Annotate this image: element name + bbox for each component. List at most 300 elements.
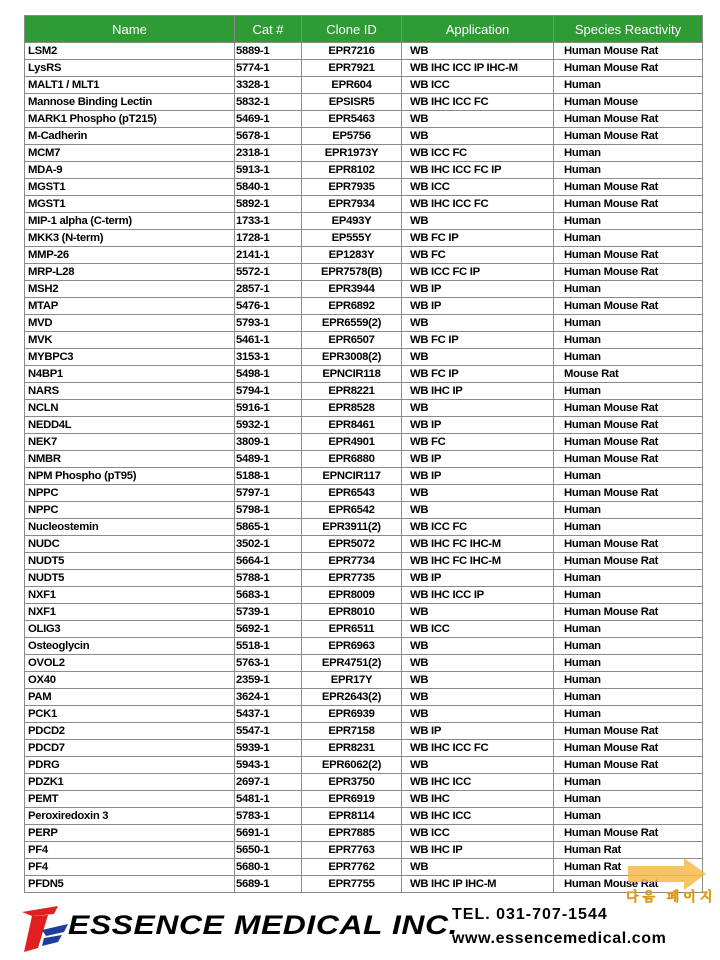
- cell-clone-id: EPR6892: [302, 298, 402, 315]
- cell-application: WB IP: [402, 451, 554, 468]
- cell-species: Human: [554, 145, 703, 162]
- table-row: [25, 706, 703, 723]
- cell-species: Human: [554, 689, 703, 706]
- cell-clone-id: EPR8221: [302, 383, 402, 400]
- cell-clone-id: EPR6507: [302, 332, 402, 349]
- cell-species: Human: [554, 281, 703, 298]
- cell-species: Human Mouse Rat: [554, 757, 703, 774]
- header-clone-id: Clone ID: [302, 16, 402, 43]
- cell-application: WB ICC FC: [402, 519, 554, 536]
- cell-name: Peroxiredoxin 3: [25, 808, 235, 825]
- cell-cat: 2697-1: [235, 774, 302, 791]
- company-name: ESSENCE MEDICAL INC.: [68, 910, 459, 940]
- cell-application: WB ICC FC: [402, 145, 554, 162]
- header-name: Name: [25, 16, 235, 43]
- cell-clone-id: EPR604: [302, 77, 402, 94]
- cell-application: WB: [402, 502, 554, 519]
- table-row: [25, 213, 703, 230]
- cell-name: PDCD2: [25, 723, 235, 740]
- cell-species: Human Mouse Rat: [554, 536, 703, 553]
- cell-name: MGST1: [25, 196, 235, 213]
- cell-cat: 5943-1: [235, 757, 302, 774]
- cell-clone-id: EPR4901: [302, 434, 402, 451]
- cell-application: WB IHC ICC FC: [402, 94, 554, 111]
- table-row: [25, 655, 703, 672]
- cell-application: WB ICC FC IP: [402, 264, 554, 281]
- cell-species: Human: [554, 230, 703, 247]
- cell-species: Human Mouse Rat: [554, 417, 703, 434]
- table-row: [25, 638, 703, 655]
- cell-cat: 5794-1: [235, 383, 302, 400]
- cell-application: WB IHC ICC FC: [402, 196, 554, 213]
- cell-clone-id: EPR8102: [302, 162, 402, 179]
- antibody-table: [24, 15, 703, 893]
- table-row: [25, 230, 703, 247]
- cell-application: WB IHC IP: [402, 383, 554, 400]
- cell-cat: 5913-1: [235, 162, 302, 179]
- company-website-link[interactable]: www.essencemedical.com: [452, 930, 667, 947]
- cell-application: WB IHC ICC IP: [402, 587, 554, 604]
- table-row: [25, 43, 703, 60]
- cell-species: Human Mouse Rat: [554, 553, 703, 570]
- cell-species: Human: [554, 638, 703, 655]
- cell-name: Nucleostemin: [25, 519, 235, 536]
- table-row: [25, 366, 703, 383]
- cell-species: Human Mouse Rat: [554, 196, 703, 213]
- cell-application: WB: [402, 672, 554, 689]
- cell-application: WB IHC IP: [402, 842, 554, 859]
- cell-application: WB IHC ICC IP IHC-M: [402, 60, 554, 77]
- cell-clone-id: EPR6062(2): [302, 757, 402, 774]
- cell-cat: 1733-1: [235, 213, 302, 230]
- cell-cat: 3153-1: [235, 349, 302, 366]
- cell-species: Human Mouse Rat: [554, 43, 703, 60]
- cell-clone-id: EPR7934: [302, 196, 402, 213]
- cell-application: WB IHC FC IHC-M: [402, 553, 554, 570]
- table-row: [25, 281, 703, 298]
- cell-clone-id: EPNCIR117: [302, 468, 402, 485]
- table-row: [25, 60, 703, 77]
- cell-application: WB: [402, 349, 554, 366]
- cell-cat: 5932-1: [235, 417, 302, 434]
- cell-species: Human: [554, 587, 703, 604]
- cell-cat: 5547-1: [235, 723, 302, 740]
- table-row: [25, 298, 703, 315]
- cell-clone-id: EPR8010: [302, 604, 402, 621]
- cell-cat: 5939-1: [235, 740, 302, 757]
- cell-clone-id: EPR8461: [302, 417, 402, 434]
- cell-name: MARK1 Phospho (pT215): [25, 111, 235, 128]
- cell-application: WB FC: [402, 434, 554, 451]
- cell-name: NMBR: [25, 451, 235, 468]
- cell-name: PDRG: [25, 757, 235, 774]
- cell-application: WB: [402, 655, 554, 672]
- cell-species: Human: [554, 621, 703, 638]
- cell-name: PF4: [25, 859, 235, 876]
- cell-species: Human: [554, 349, 703, 366]
- cell-name: PAM: [25, 689, 235, 706]
- cell-species: Human Mouse Rat: [554, 400, 703, 417]
- cell-cat: 5680-1: [235, 859, 302, 876]
- cell-species: Human: [554, 77, 703, 94]
- table-row: [25, 332, 703, 349]
- cell-species: Human Mouse Rat: [554, 451, 703, 468]
- cell-application: WB: [402, 604, 554, 621]
- table-row: [25, 774, 703, 791]
- cell-application: WB: [402, 859, 554, 876]
- cell-cat: 5916-1: [235, 400, 302, 417]
- cell-species: Human: [554, 808, 703, 825]
- cell-clone-id: EPR7921: [302, 60, 402, 77]
- cell-application: WB IP: [402, 468, 554, 485]
- cell-cat: 5692-1: [235, 621, 302, 638]
- cell-application: WB IHC ICC: [402, 774, 554, 791]
- table-row: [25, 519, 703, 536]
- cell-name: MKK3 (N-term): [25, 230, 235, 247]
- cell-cat: 5489-1: [235, 451, 302, 468]
- cell-cat: 5797-1: [235, 485, 302, 502]
- cell-clone-id: EPR7735: [302, 570, 402, 587]
- cell-clone-id: EPR7763: [302, 842, 402, 859]
- cell-clone-id: EPR7734: [302, 553, 402, 570]
- cell-species: Human: [554, 519, 703, 536]
- cell-species: Human: [554, 162, 703, 179]
- cell-application: WB IP: [402, 570, 554, 587]
- table-row: [25, 451, 703, 468]
- cell-clone-id: EP493Y: [302, 213, 402, 230]
- cell-clone-id: EPNCIR118: [302, 366, 402, 383]
- cell-species: Human Rat: [554, 859, 703, 876]
- cell-cat: 2359-1: [235, 672, 302, 689]
- table-row: [25, 247, 703, 264]
- table-row: [25, 740, 703, 757]
- cell-cat: 3809-1: [235, 434, 302, 451]
- cell-name: M-Cadherin: [25, 128, 235, 145]
- cell-cat: 5865-1: [235, 519, 302, 536]
- cell-species: Human: [554, 655, 703, 672]
- table-row: [25, 145, 703, 162]
- cell-clone-id: EPR7158: [302, 723, 402, 740]
- cell-name: NCLN: [25, 400, 235, 417]
- cell-clone-id: EP5756: [302, 128, 402, 145]
- cell-name: NARS: [25, 383, 235, 400]
- cell-species: Human: [554, 383, 703, 400]
- table-row: [25, 196, 703, 213]
- cell-clone-id: EPSISR5: [302, 94, 402, 111]
- cell-cat: 5774-1: [235, 60, 302, 77]
- cell-name: PCK1: [25, 706, 235, 723]
- cell-name: MTAP: [25, 298, 235, 315]
- cell-clone-id: EPR6880: [302, 451, 402, 468]
- cell-species: Human: [554, 502, 703, 519]
- table-row: [25, 94, 703, 111]
- table-row: [25, 485, 703, 502]
- table-row: [25, 400, 703, 417]
- cell-cat: 5518-1: [235, 638, 302, 655]
- cell-cat: 3502-1: [235, 536, 302, 553]
- table-row: [25, 536, 703, 553]
- cell-cat: 5892-1: [235, 196, 302, 213]
- cell-name: MIP-1 alpha (C-term): [25, 213, 235, 230]
- cell-clone-id: EPR7935: [302, 179, 402, 196]
- cell-species: Human: [554, 706, 703, 723]
- cell-application: WB IHC ICC FC: [402, 740, 554, 757]
- cell-name: NEK7: [25, 434, 235, 451]
- cell-name: OVOL2: [25, 655, 235, 672]
- cell-cat: 5572-1: [235, 264, 302, 281]
- cell-species: Human: [554, 213, 703, 230]
- table-row: [25, 111, 703, 128]
- cell-application: WB: [402, 485, 554, 502]
- cell-cat: 5461-1: [235, 332, 302, 349]
- cell-name: OX40: [25, 672, 235, 689]
- cell-name: PF4: [25, 842, 235, 859]
- table-row: [25, 349, 703, 366]
- cell-species: Human Mouse Rat: [554, 876, 703, 893]
- cell-clone-id: EPR8528: [302, 400, 402, 417]
- cell-species: Human Mouse Rat: [554, 111, 703, 128]
- cell-name: N4BP1: [25, 366, 235, 383]
- cell-cat: 5469-1: [235, 111, 302, 128]
- cell-cat: 5691-1: [235, 825, 302, 842]
- antibody-table-container: [24, 15, 702, 893]
- cell-species: Human Mouse Rat: [554, 825, 703, 842]
- table-row: [25, 876, 703, 893]
- cell-application: WB: [402, 128, 554, 145]
- cell-clone-id: EPR6939: [302, 706, 402, 723]
- cell-application: WB: [402, 111, 554, 128]
- cell-clone-id: EPR6543: [302, 485, 402, 502]
- cell-application: WB ICC: [402, 825, 554, 842]
- cell-name: PDZK1: [25, 774, 235, 791]
- cell-species: Human Mouse Rat: [554, 179, 703, 196]
- cell-cat: 5763-1: [235, 655, 302, 672]
- cell-species: Human Mouse Rat: [554, 264, 703, 281]
- cell-application: WB: [402, 706, 554, 723]
- table-row: [25, 77, 703, 94]
- cell-clone-id: EPR1973Y: [302, 145, 402, 162]
- cell-cat: 5437-1: [235, 706, 302, 723]
- cell-application: WB IP: [402, 417, 554, 434]
- table-row: [25, 723, 703, 740]
- table-row: [25, 383, 703, 400]
- cell-cat: 2857-1: [235, 281, 302, 298]
- cell-application: WB FC IP: [402, 366, 554, 383]
- cell-application: WB IP: [402, 298, 554, 315]
- cell-name: PDCD7: [25, 740, 235, 757]
- header-species-reactivity: Species Reactivity: [554, 16, 703, 43]
- cell-cat: 3624-1: [235, 689, 302, 706]
- cell-application: WB ICC: [402, 77, 554, 94]
- cell-application: WB IHC: [402, 791, 554, 808]
- cell-cat: 1728-1: [235, 230, 302, 247]
- cell-clone-id: EPR8114: [302, 808, 402, 825]
- table-row: [25, 791, 703, 808]
- cell-name: NPPC: [25, 502, 235, 519]
- cell-application: WB IHC FC IHC-M: [402, 536, 554, 553]
- cell-name: PFDN5: [25, 876, 235, 893]
- company-telephone: TEL. 031-707-1544: [452, 906, 608, 923]
- cell-clone-id: EPR4751(2): [302, 655, 402, 672]
- cell-cat: 5498-1: [235, 366, 302, 383]
- footer: [0, 896, 720, 960]
- cell-species: Human: [554, 315, 703, 332]
- cell-species: Human: [554, 468, 703, 485]
- cell-clone-id: EPR17Y: [302, 672, 402, 689]
- cell-application: WB: [402, 400, 554, 417]
- cell-application: WB: [402, 638, 554, 655]
- table-row: [25, 587, 703, 604]
- cell-name: MALT1 / MLT1: [25, 77, 235, 94]
- table-row: [25, 672, 703, 689]
- cell-cat: 5840-1: [235, 179, 302, 196]
- table-row: [25, 570, 703, 587]
- table-row: [25, 859, 703, 876]
- cell-clone-id: EPR7762: [302, 859, 402, 876]
- table-row: [25, 689, 703, 706]
- table-row: [25, 502, 703, 519]
- table-row: [25, 162, 703, 179]
- cell-name: PERP: [25, 825, 235, 842]
- cell-application: WB IHC ICC FC IP: [402, 162, 554, 179]
- table-row: [25, 825, 703, 842]
- cell-name: Mannose Binding Lectin: [25, 94, 235, 111]
- cell-clone-id: EPR6559(2): [302, 315, 402, 332]
- cell-species: Human Mouse Rat: [554, 723, 703, 740]
- cell-name: Osteoglycin: [25, 638, 235, 655]
- cell-name: MCM7: [25, 145, 235, 162]
- cell-clone-id: EPR7216: [302, 43, 402, 60]
- cell-name: NUDC: [25, 536, 235, 553]
- cell-species: Human Mouse Rat: [554, 434, 703, 451]
- cell-name: NXF1: [25, 604, 235, 621]
- cell-name: LysRS: [25, 60, 235, 77]
- cell-cat: 2141-1: [235, 247, 302, 264]
- table-row: [25, 468, 703, 485]
- table-row: [25, 808, 703, 825]
- table-header-row: [25, 16, 703, 43]
- cell-clone-id: EPR6963: [302, 638, 402, 655]
- cell-name: NEDD4L: [25, 417, 235, 434]
- cell-cat: 5188-1: [235, 468, 302, 485]
- cell-application: WB IP: [402, 281, 554, 298]
- table-row: [25, 417, 703, 434]
- cell-clone-id: EPR6919: [302, 791, 402, 808]
- table-row: [25, 264, 703, 281]
- table-row: [25, 128, 703, 145]
- cell-clone-id: EPR6511: [302, 621, 402, 638]
- cell-species: Human Mouse Rat: [554, 740, 703, 757]
- table-row: [25, 842, 703, 859]
- cell-application: WB ICC: [402, 621, 554, 638]
- table-row: [25, 315, 703, 332]
- table-row: [25, 604, 703, 621]
- cell-species: Human: [554, 570, 703, 587]
- cell-cat: 5689-1: [235, 876, 302, 893]
- cell-application: WB ICC: [402, 179, 554, 196]
- cell-application: WB: [402, 213, 554, 230]
- cell-application: WB IP: [402, 723, 554, 740]
- cell-species: Human Mouse Rat: [554, 298, 703, 315]
- cell-clone-id: EP555Y: [302, 230, 402, 247]
- cell-application: WB FC: [402, 247, 554, 264]
- cell-application: WB FC IP: [402, 230, 554, 247]
- cell-species: Human: [554, 332, 703, 349]
- cell-clone-id: EPR8009: [302, 587, 402, 604]
- cell-cat: 5678-1: [235, 128, 302, 145]
- cell-species: Human Mouse Rat: [554, 128, 703, 145]
- cell-name: MDA-9: [25, 162, 235, 179]
- header-cat: Cat #: [235, 16, 302, 43]
- cell-species: Human Mouse Rat: [554, 604, 703, 621]
- cell-application: WB: [402, 689, 554, 706]
- cell-name: MRP-L28: [25, 264, 235, 281]
- cell-species: Human: [554, 672, 703, 689]
- cell-species: Human Mouse: [554, 94, 703, 111]
- cell-cat: 5739-1: [235, 604, 302, 621]
- cell-clone-id: EPR6542: [302, 502, 402, 519]
- cell-clone-id: EPR5463: [302, 111, 402, 128]
- cell-name: MMP-26: [25, 247, 235, 264]
- cell-cat: 5650-1: [235, 842, 302, 859]
- cell-clone-id: EPR2643(2): [302, 689, 402, 706]
- cell-clone-id: EPR7578(B): [302, 264, 402, 281]
- cell-name: NUDT5: [25, 570, 235, 587]
- cell-clone-id: EP1283Y: [302, 247, 402, 264]
- cell-application: WB: [402, 757, 554, 774]
- cell-cat: 5664-1: [235, 553, 302, 570]
- cell-species: Human Mouse Rat: [554, 247, 703, 264]
- cell-application: WB: [402, 43, 554, 60]
- cell-cat: 5798-1: [235, 502, 302, 519]
- cell-application: WB: [402, 315, 554, 332]
- cell-clone-id: EPR7755: [302, 876, 402, 893]
- cell-cat: 3328-1: [235, 77, 302, 94]
- cell-name: MSH2: [25, 281, 235, 298]
- cell-cat: 5832-1: [235, 94, 302, 111]
- cell-cat: 5889-1: [235, 43, 302, 60]
- cell-species: Human Mouse Rat: [554, 60, 703, 77]
- cell-name: MVK: [25, 332, 235, 349]
- cell-name: NUDT5: [25, 553, 235, 570]
- cell-cat: 5788-1: [235, 570, 302, 587]
- cell-name: MGST1: [25, 179, 235, 196]
- cell-clone-id: EPR3944: [302, 281, 402, 298]
- table-row: [25, 179, 703, 196]
- cell-clone-id: EPR3911(2): [302, 519, 402, 536]
- cell-name: NPM Phospho (pT95): [25, 468, 235, 485]
- cell-name: OLIG3: [25, 621, 235, 638]
- next-page-label[interactable]: 다음 페이지: [626, 889, 717, 904]
- cell-name: MYBPC3: [25, 349, 235, 366]
- cell-application: WB IHC ICC: [402, 808, 554, 825]
- cell-application: WB IHC IP IHC-M: [402, 876, 554, 893]
- table-row: [25, 621, 703, 638]
- cell-cat: 5783-1: [235, 808, 302, 825]
- cell-clone-id: EPR7885: [302, 825, 402, 842]
- cell-species: Mouse Rat: [554, 366, 703, 383]
- cell-cat: 5481-1: [235, 791, 302, 808]
- cell-cat: 5683-1: [235, 587, 302, 604]
- cell-species: Human Rat: [554, 842, 703, 859]
- cell-species: Human: [554, 774, 703, 791]
- cell-name: NPPC: [25, 485, 235, 502]
- header-application: Application: [402, 16, 554, 43]
- table-row: [25, 757, 703, 774]
- cell-species: Human Mouse Rat: [554, 485, 703, 502]
- cell-species: Human: [554, 791, 703, 808]
- cell-name: MVD: [25, 315, 235, 332]
